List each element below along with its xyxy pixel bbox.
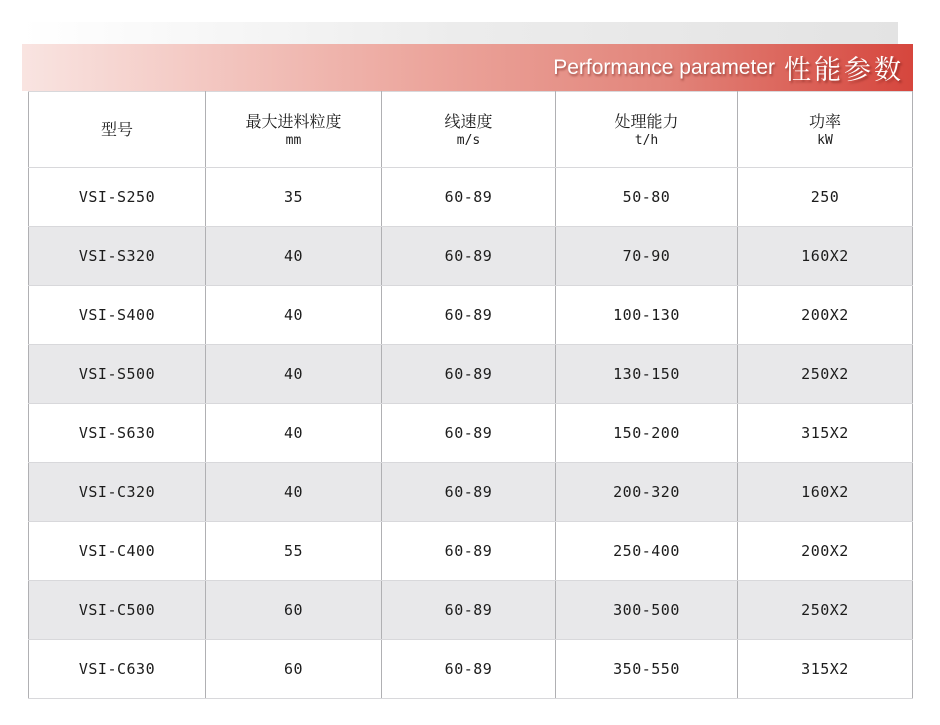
value-cell: 40 (206, 404, 382, 463)
value-cell: 60-89 (382, 404, 556, 463)
model-cell: VSI-S320 (29, 227, 206, 286)
value-cell: 40 (206, 286, 382, 345)
column-label: 线速度 (444, 111, 493, 131)
value-cell: 200X2 (738, 286, 913, 345)
value-cell: 315X2 (738, 640, 913, 699)
model-cell: VSI-C630 (29, 640, 206, 699)
value-cell: 250-400 (556, 522, 738, 581)
performance-banner (22, 44, 913, 91)
value-cell: 60-89 (382, 581, 556, 640)
column-unit: t/h (634, 132, 659, 148)
table-row (29, 522, 913, 581)
header-row (29, 92, 913, 168)
table-body (29, 168, 913, 699)
value-cell: 40 (206, 345, 382, 404)
column-unit: mm (285, 132, 302, 148)
value-cell: 60 (206, 640, 382, 699)
value-cell: 200X2 (738, 522, 913, 581)
model-cell: VSI-S400 (29, 286, 206, 345)
value-cell: 250X2 (738, 345, 913, 404)
value-cell: 130-150 (556, 345, 738, 404)
value-cell: 250 (738, 168, 913, 227)
value-cell: 60-89 (382, 227, 556, 286)
value-cell: 160X2 (738, 227, 913, 286)
value-cell: 35 (206, 168, 382, 227)
table-header (29, 92, 913, 168)
value-cell: 50-80 (556, 168, 738, 227)
column-header-5 (738, 92, 913, 168)
column-unit: m/s (456, 132, 481, 148)
value-cell: 40 (206, 463, 382, 522)
table-row (29, 581, 913, 640)
model-cell: VSI-S250 (29, 168, 206, 227)
model-cell: VSI-S500 (29, 345, 206, 404)
column-label: 型号 (100, 119, 133, 139)
table-row (29, 404, 913, 463)
value-cell: 250X2 (738, 581, 913, 640)
column-unit: kW (817, 132, 833, 148)
value-cell: 40 (206, 227, 382, 286)
table-row (29, 227, 913, 286)
model-cell: VSI-C500 (29, 581, 206, 640)
value-cell: 150-200 (556, 404, 738, 463)
value-cell: 70-90 (556, 227, 738, 286)
value-cell: 160X2 (738, 463, 913, 522)
model-cell: VSI-C320 (29, 463, 206, 522)
value-cell: 60-89 (382, 168, 556, 227)
model-cell: VSI-S630 (29, 404, 206, 463)
column-label: 最大进料粒度 (245, 111, 342, 131)
model-cell: VSI-C400 (29, 522, 206, 581)
column-header-1 (29, 92, 206, 168)
value-cell: 60-89 (382, 345, 556, 404)
value-cell: 60-89 (382, 463, 556, 522)
table-row (29, 640, 913, 699)
value-cell: 55 (206, 522, 382, 581)
value-cell: 60-89 (382, 286, 556, 345)
column-header-4 (556, 92, 738, 168)
value-cell: 60-89 (382, 640, 556, 699)
column-label: 处理能力 (614, 111, 679, 131)
value-cell: 60 (206, 581, 382, 640)
value-cell: 315X2 (738, 404, 913, 463)
value-cell: 200-320 (556, 463, 738, 522)
table-row (29, 463, 913, 522)
banner-title-en: Performance parameter (553, 55, 775, 79)
value-cell: 300-500 (556, 581, 738, 640)
table-row (29, 345, 913, 404)
value-cell: 350-550 (556, 640, 738, 699)
performance-table (28, 91, 913, 699)
column-label: 功率 (808, 111, 841, 131)
column-header-2 (206, 92, 382, 168)
table-row (29, 168, 913, 227)
value-cell: 100-130 (556, 286, 738, 345)
value-cell: 60-89 (382, 522, 556, 581)
banner-title-zh: 性能参数 (784, 55, 904, 86)
column-header-3 (382, 92, 556, 168)
table-row (29, 286, 913, 345)
top-gray-gradient-bar (22, 22, 898, 44)
